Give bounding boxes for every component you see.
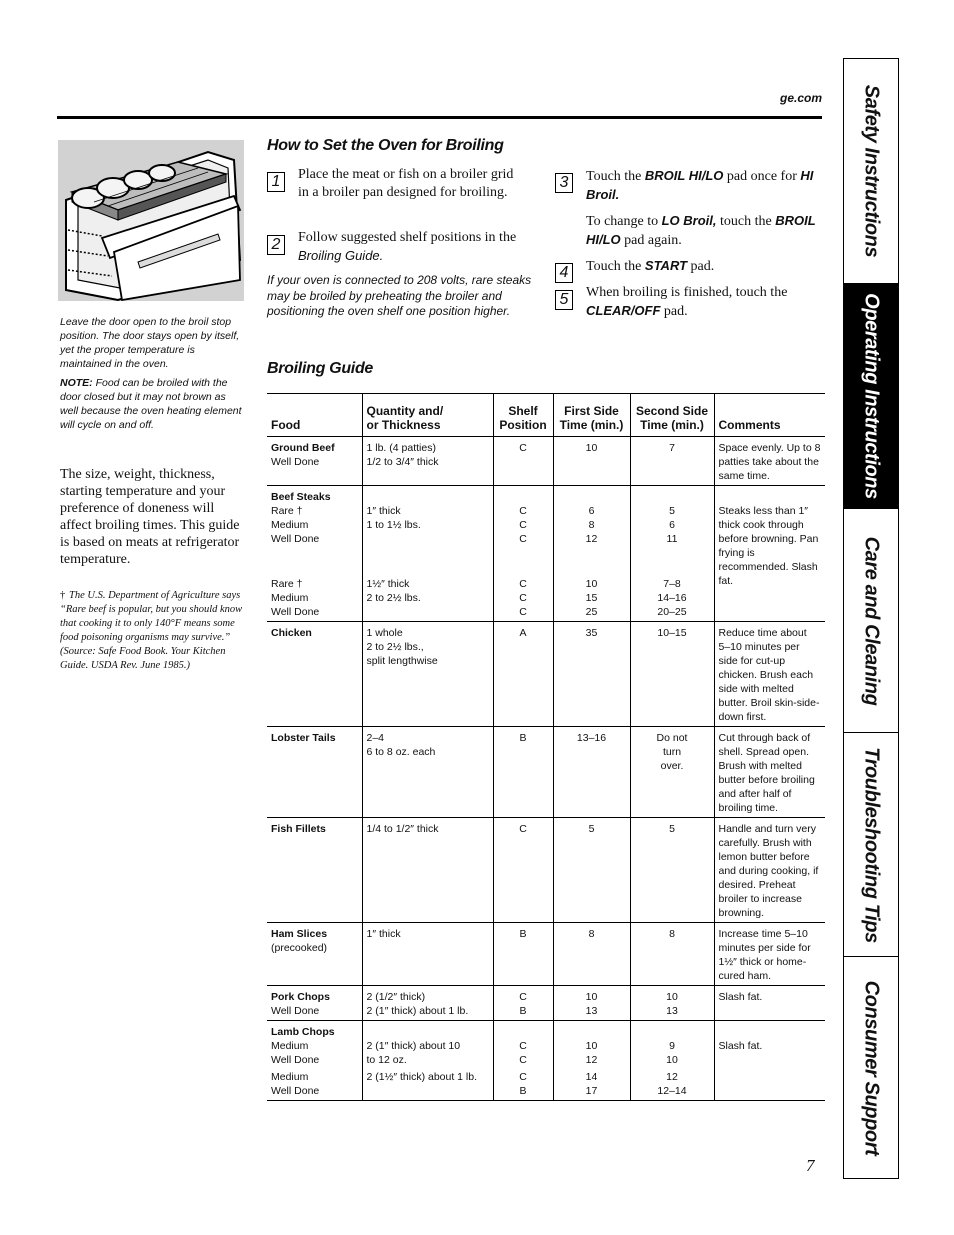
comments-cell [714, 486, 825, 622]
first-side-cell [553, 486, 630, 622]
qty-line: 2 to 2½ lbs. [366, 592, 421, 604]
section-title-how-to: How to Set the Oven for Broiling [267, 137, 504, 154]
first-side-cell: 10 [553, 437, 630, 486]
broiling-intro-paragraph: The size, weight, thickness, starting temperature and your preference of doneness will affect broiling times. This guide is based on meats at refrigerator temperature. [60, 467, 240, 567]
second-value: 14–16 [657, 592, 687, 604]
first-side-cell: 8 [553, 923, 630, 986]
step-number: 5 [555, 290, 573, 310]
first-value: 14 [585, 1071, 598, 1083]
second-side-cell [630, 986, 714, 1021]
step-text-part: touch the [716, 214, 776, 229]
qty-line: 2–4 [366, 732, 385, 744]
food-cell [267, 923, 362, 986]
header-food: Food [267, 394, 362, 437]
second-value: 10 [666, 1054, 678, 1066]
food-cell [267, 622, 362, 727]
table-row [267, 986, 825, 1021]
step-text [586, 257, 826, 276]
step-text [586, 284, 826, 321]
qty-line: split lengthwise [366, 655, 438, 667]
food-sub: Rare † [271, 505, 303, 517]
voltage-note: If your oven is connected to 208 volts, rare steaks may be broiled by preheating the broiler and positioning the oven shelf one position higher. [267, 273, 532, 318]
food-name: Chicken [271, 627, 312, 639]
food-cell [267, 818, 362, 923]
lo-broil-key: LO Broil, [661, 213, 717, 228]
tab-operating-instructions[interactable] [844, 284, 898, 509]
food-sub: Well Done [271, 606, 320, 618]
footnote-text: The U.S. Department of Agriculture says “Rare beef is popular, but you should know that cooking it to only 140°F means some food poisoning organisms may survive.” (Source: Safe Food Book. Your Kitchen Guide. USDA Rev. June 1985.) [60, 590, 243, 671]
first-value: 25 [585, 606, 598, 618]
hi-broil-key: HI Broil. [586, 168, 814, 202]
first-value: 12 [585, 533, 598, 545]
comments-cell: Space evenly. Up to 8 patties take about the same time. [714, 437, 825, 486]
shelf-value: B [519, 1085, 527, 1097]
table-row [267, 437, 825, 486]
food-sub: Well Done [271, 456, 320, 468]
qty-line: 2 (1/2″ thick) [366, 991, 426, 1003]
step-number: 1 [267, 172, 285, 192]
header-comments: Comments [714, 394, 825, 437]
clear-off-key: CLEAR/OFF [586, 303, 661, 318]
step-text [586, 167, 826, 205]
comments-text: Steaks less than 1″ thick cook through before browning. Pan frying is recommended. Slash fat. [718, 505, 819, 587]
step-number: 2 [267, 235, 285, 255]
qty-line: 1/2 to 3/4″ thick [366, 456, 439, 468]
food-sub: Well Done [271, 1005, 320, 1017]
first-side-cell: 13–16 [553, 727, 630, 818]
note-text: Food can be broiled with the door closed but it may not brown as well because the oven heating element will cycle on and off. [60, 377, 242, 431]
first-value: 13 [585, 1005, 598, 1017]
first-value: 15 [585, 592, 598, 604]
shelf-cell: B [493, 923, 553, 986]
section-tabs [843, 58, 899, 1179]
food-name: Fish Fillets [271, 823, 326, 835]
broiling-guide-ref: Broiling Guide. [298, 248, 384, 263]
tab-label: Troubleshooting Tips [860, 746, 883, 943]
shelf-value: C [519, 505, 527, 517]
shelf-value: C [519, 606, 527, 618]
comments-cell: Slash fat. [714, 986, 825, 1021]
step-text-part: Touch the [586, 259, 645, 274]
first-value: 6 [588, 505, 595, 517]
page-number: 7 [806, 1156, 815, 1175]
site-url[interactable]: ge.com [779, 91, 822, 105]
second-side-cell: 5 [630, 818, 714, 923]
dagger-mark: † [60, 590, 66, 601]
second-side-cell: 10–15 [630, 622, 714, 727]
food-name: Ground Beef [271, 442, 335, 454]
table-row [267, 1021, 825, 1101]
table-row [267, 818, 825, 923]
first-value: 10 [585, 991, 598, 1003]
second-value: 12–14 [657, 1085, 687, 1097]
qty-line: 2 (1½″ thick) about 1 lb. [366, 1071, 478, 1083]
header-quantity [362, 394, 493, 437]
header-line: Quantity and/ [366, 404, 444, 418]
second-side-cell [630, 1021, 714, 1101]
step-text [298, 229, 530, 266]
food-cell [267, 986, 362, 1021]
first-side-cell [553, 986, 630, 1021]
second-value: 12 [666, 1071, 678, 1083]
food-sub: Well Done [271, 1054, 320, 1066]
food-sub: Well Done [271, 533, 320, 545]
qty-line: 2 to 2½ lbs., [366, 641, 424, 653]
food-cell [267, 437, 362, 486]
shelf-cell: B [493, 727, 553, 818]
quantity-cell [362, 727, 493, 818]
first-side-cell [553, 1021, 630, 1101]
header-second-side [630, 394, 714, 437]
shelf-cell: C [493, 818, 553, 923]
tab-label: Care and Cleaning [860, 536, 883, 705]
qty-line: to 12 oz. [366, 1054, 407, 1066]
second-value: 13 [666, 1005, 678, 1017]
shelf-cell: A [493, 622, 553, 727]
shelf-cell [493, 986, 553, 1021]
tab-label: Consumer Support [860, 980, 883, 1155]
quantity-cell [362, 923, 493, 986]
food-sub: Medium [271, 519, 309, 531]
broil-note [60, 376, 246, 432]
shelf-value: C [519, 1040, 527, 1052]
header-shelf [493, 394, 553, 437]
food-cell [267, 486, 362, 622]
second-value: 6 [669, 519, 675, 531]
header-line: Position [499, 418, 547, 432]
second-value: Do not [656, 732, 688, 744]
second-value: over. [660, 760, 684, 772]
second-value: 9 [669, 1040, 675, 1052]
step-text-part: When broiling is finished, touch the [586, 285, 788, 300]
first-value: 8 [588, 519, 595, 531]
comments-cell [714, 1021, 825, 1101]
first-value: 10 [585, 578, 598, 590]
header-line: First Side [564, 404, 619, 418]
qty-line: 1 lb. (4 patties) [366, 442, 436, 454]
section-title-broiling-guide: Broiling Guide [267, 360, 374, 377]
step-text-part: pad. [687, 259, 715, 274]
second-value: 11 [666, 533, 678, 545]
food-sub: Rare † [271, 578, 303, 590]
comments-cell: Cut through back of shell. Spread open. Brush with melted butter before broiling and after half of broiling time. [714, 727, 825, 818]
quantity-cell [362, 437, 493, 486]
step-number: 3 [555, 173, 573, 193]
comments-text: Slash fat. [718, 1040, 763, 1052]
second-side-cell: 7 [630, 437, 714, 486]
header-line: Second Side [635, 404, 709, 418]
tab-troubleshooting-tips[interactable] [844, 733, 898, 957]
shelf-value: C [519, 991, 527, 1003]
food-sub: Medium [271, 592, 309, 604]
first-side-cell: 5 [553, 818, 630, 923]
comments-cell: Increase time 5–10 minutes per side for 1½″ thick or home-cured ham. [714, 923, 825, 986]
broiling-guide-table [267, 393, 825, 1101]
second-value: 7–8 [663, 578, 681, 590]
tab-safety-instructions[interactable] [844, 59, 898, 284]
illustration-caption: Leave the door open to the broil stop position. The door stays open by itself, yet the proper temperature is maintained in the oven. [60, 316, 240, 370]
comments-cell: Handle and turn very carefully. Brush with lemon butter before and during cooking, if desired. Preheat broiler to increase browning. [714, 818, 825, 923]
step-number: 4 [555, 263, 573, 283]
second-value: 5 [669, 505, 675, 517]
qty-line: 2 (1″ thick) about 10 [366, 1040, 461, 1052]
first-value: 17 [585, 1085, 598, 1097]
header-line: Shelf [508, 404, 538, 418]
first-value: 10 [585, 1040, 598, 1052]
comments-cell: Reduce time about 5–10 minutes per side for cut-up chicken. Brush each side with melted butter. Broil skin-side-down first. [714, 622, 825, 727]
shelf-value: C [519, 578, 527, 590]
food-sub: Medium [271, 1040, 309, 1052]
quantity-cell [362, 486, 493, 622]
tab-label: Safety Instructions [860, 84, 883, 258]
shelf-value: C [519, 592, 527, 604]
second-side-cell: 8 [630, 923, 714, 986]
shelf-cell: C [493, 437, 553, 486]
step-text-part: Follow suggested shelf positions in the [298, 230, 517, 245]
food-name: Ham Slices [271, 928, 328, 940]
first-side-cell: 35 [553, 622, 630, 727]
quantity-cell [362, 622, 493, 727]
tab-consumer-support[interactable] [844, 957, 898, 1178]
qty-line: 1/4 to 1/2″ thick [366, 823, 439, 835]
shelf-cell [493, 486, 553, 622]
qty-line: 1 to 1½ lbs. [366, 519, 421, 531]
tab-care-and-cleaning[interactable] [844, 509, 898, 733]
table-header-row [267, 394, 825, 437]
quantity-cell [362, 986, 493, 1021]
shelf-value: C [519, 1054, 527, 1066]
header-line: or Thickness [366, 418, 441, 432]
qty-line: 1″ thick [366, 928, 401, 940]
qty-line: 1″ thick [366, 505, 401, 517]
step-text-part: To change to [586, 214, 662, 229]
shelf-value: C [519, 533, 527, 545]
header-line: Time (min.) [640, 418, 704, 432]
step-text-part: pad once for [723, 169, 801, 184]
second-value: 20–25 [657, 606, 687, 618]
tab-label: Operating Instructions [860, 293, 883, 499]
step-text: Place the meat or fish on a broiler grid in a broiler pan designed for broiling. [298, 167, 514, 200]
qty-line: 6 to 8 oz. each [366, 746, 436, 758]
second-value: turn [662, 746, 682, 758]
food-name: Beef Steaks [271, 491, 331, 503]
table-row [267, 923, 825, 986]
second-side-cell [630, 727, 714, 818]
qty-line: 1 whole [366, 627, 403, 639]
note-label: NOTE: [60, 377, 93, 389]
food-sub: Medium [271, 1071, 309, 1083]
broiling-guide-table-wrap [267, 393, 825, 1101]
first-value: 12 [585, 1054, 598, 1066]
food-sub: (precooked) [271, 942, 328, 954]
usda-footnote [60, 589, 250, 673]
second-side-cell [630, 486, 714, 622]
step-text-part: Touch the [586, 169, 645, 184]
food-sub: Well Done [271, 1085, 320, 1097]
quantity-cell [362, 1021, 493, 1101]
table-row [267, 622, 825, 727]
broil-hilo-key: BROIL HI/LO [586, 213, 816, 247]
food-name: Lamb Chops [271, 1026, 335, 1038]
qty-line: 2 (1″ thick) about 1 lb. [366, 1005, 469, 1017]
second-value: 10 [666, 991, 678, 1003]
step-text-part: pad. [660, 304, 688, 319]
header-first-side [553, 394, 630, 437]
food-name: Pork Chops [271, 991, 330, 1003]
table-row [267, 727, 825, 818]
qty-line: 1½″ thick [366, 578, 410, 590]
step-text [586, 212, 826, 250]
shelf-value: C [519, 519, 527, 531]
food-name: Lobster Tails [271, 732, 336, 744]
start-key: START [644, 258, 688, 273]
oven-broil-drawing [58, 140, 244, 301]
table-row [267, 486, 825, 622]
shelf-value: B [519, 1005, 527, 1017]
header-line: Time (min.) [559, 418, 624, 432]
broil-hilo-key: BROIL HI/LO [644, 168, 724, 183]
food-cell [267, 727, 362, 818]
food-cell [267, 1021, 362, 1101]
oven-door-illustration [58, 140, 244, 301]
shelf-cell [493, 1021, 553, 1101]
header-rule [57, 116, 822, 119]
shelf-value: C [519, 1071, 527, 1083]
quantity-cell [362, 818, 493, 923]
step-text-part: pad again. [620, 233, 682, 248]
